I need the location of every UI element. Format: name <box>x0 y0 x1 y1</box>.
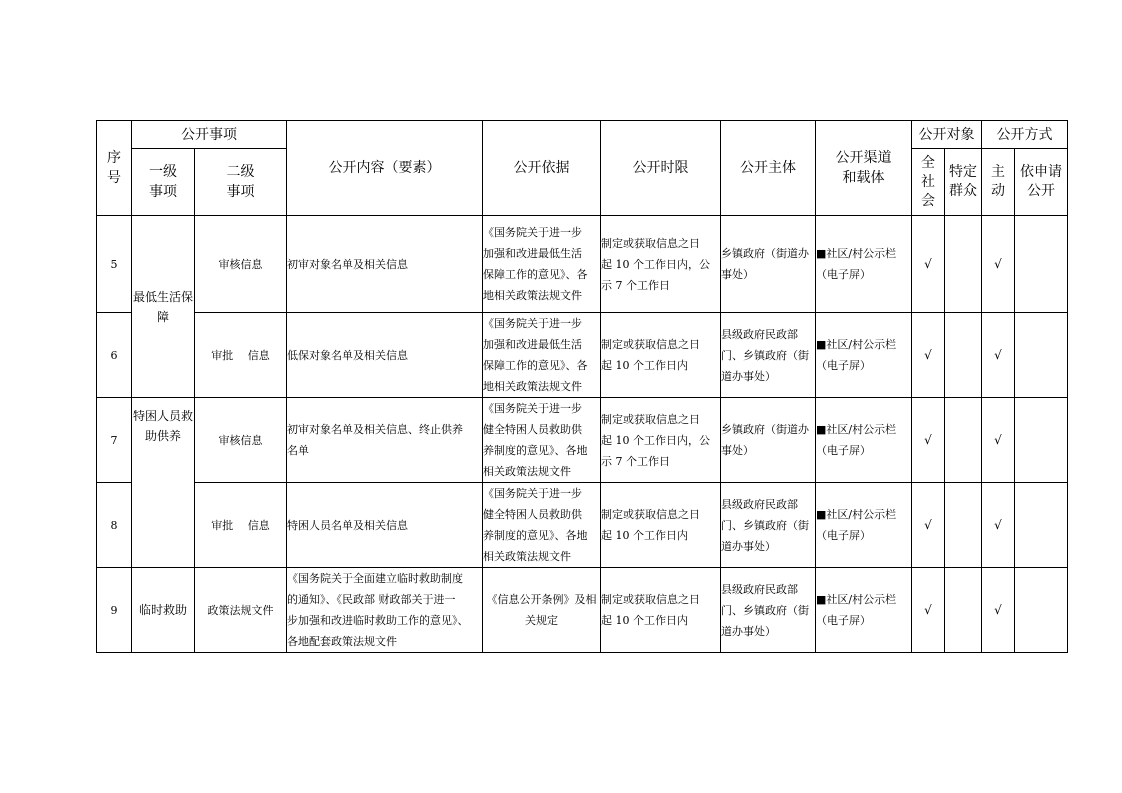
header-level2: 二级 事项 <box>195 149 287 216</box>
table-row <box>97 313 1068 398</box>
category-special-poverty: 特困人员救 助供养 <box>132 398 195 568</box>
row-content: 初审对象名单及相关信息、终止供养 名单 <box>287 398 483 483</box>
header-time-limit: 公开时限 <box>601 121 721 216</box>
row-channel: ■社区/村公示栏 （电子屏） <box>816 483 912 568</box>
header-content: 公开内容（要素） <box>287 121 483 216</box>
header-matter-group: 公开事项 <box>132 121 287 149</box>
row-seq: 9 <box>97 568 132 653</box>
row-channel: ■社区/村公示栏 （电子屏） <box>816 313 912 398</box>
row-basis: 《国务院关于进一步 健全特困人员救助供 养制度的意见》、各地 相关政策法规文件 <box>483 483 601 568</box>
row-level2: 审批 信息 <box>195 313 287 398</box>
row-basis: 《国务院关于进一步 健全特困人员救助供 养制度的意见》、各地 相关政策法规文件 <box>483 398 601 483</box>
header-method-group: 公开方式 <box>982 121 1068 149</box>
row-content: 《国务院关于全面建立临时救助制度 的通知》、《民政部 财政部关于进一 步加强和改进临时救助工作的意见》、 各地配套政策法规文件 <box>287 568 483 653</box>
row-basis: 《国务院关于进一步 加强和改进最低生活 保障工作的意见》、各 地相关政策法规文件 <box>483 313 601 398</box>
row-level2: 审核信息 <box>195 398 287 483</box>
row-content: 特困人员名单及相关信息 <box>287 483 483 568</box>
row-method-request-check <box>1015 216 1068 313</box>
header-basis: 公开依据 <box>483 121 601 216</box>
row-basis: 《信息公开条例》及相 关规定 <box>483 568 601 653</box>
row-target-all-check: √ <box>912 313 945 398</box>
header-target-all: 全 社 会 <box>912 149 945 216</box>
row-content: 初审对象名单及相关信息 <box>287 216 483 313</box>
disclosure-table <box>96 120 1068 653</box>
row-time-limit: 制定或获取信息之日 起 10 个工作日内，公 示 7 个工作日 <box>601 398 721 483</box>
row-method-active-check: √ <box>982 568 1015 653</box>
row-channel: ■社区/村公示栏 （电子屏） <box>816 398 912 483</box>
row-time-limit: 制定或获取信息之日 起 10 个工作日内 <box>601 313 721 398</box>
row-method-request-check <box>1015 313 1068 398</box>
row-target-specific-check <box>945 216 982 313</box>
row-target-specific-check <box>945 483 982 568</box>
row-basis: 《国务院关于进一步 加强和改进最低生活 保障工作的意见》、各 地相关政策法规文件 <box>483 216 601 313</box>
row-target-all-check: √ <box>912 216 945 313</box>
row-seq: 6 <box>97 313 132 398</box>
table-row <box>97 216 1068 313</box>
row-time-limit: 制定或获取信息之日 起 10 个工作日内 <box>601 568 721 653</box>
row-method-active-check: √ <box>982 483 1015 568</box>
row-method-active-check: √ <box>982 398 1015 483</box>
row-target-all-check: √ <box>912 398 945 483</box>
row-subject: 县级政府民政部 门、乡镇政府（街 道办事处） <box>721 568 816 653</box>
table-row <box>97 483 1068 568</box>
category-min-living: 最低生活保 障 <box>132 216 195 398</box>
row-level2: 审核信息 <box>195 216 287 313</box>
header-subject: 公开主体 <box>721 121 816 216</box>
header-target-group: 公开对象 <box>912 121 982 149</box>
row-subject: 县级政府民政部 门、乡镇政府（街 道办事处） <box>721 483 816 568</box>
table-row <box>97 398 1068 483</box>
row-level2: 审批 信息 <box>195 483 287 568</box>
row-seq: 5 <box>97 216 132 313</box>
row-method-active-check: √ <box>982 313 1015 398</box>
header-target-specific: 特定 群众 <box>945 149 982 216</box>
header-channel: 公开渠道 和载体 <box>816 121 912 216</box>
header-method-request: 依申请 公开 <box>1015 149 1068 216</box>
table-row <box>97 568 1068 653</box>
row-target-all-check: √ <box>912 483 945 568</box>
row-content: 低保对象名单及相关信息 <box>287 313 483 398</box>
category-temp-relief: 临时救助 <box>132 568 195 653</box>
row-subject: 县级政府民政部 门、乡镇政府（街 道办事处） <box>721 313 816 398</box>
row-target-specific-check <box>945 313 982 398</box>
row-seq: 7 <box>97 398 132 483</box>
row-target-specific-check <box>945 568 982 653</box>
row-level2: 政策法规文件 <box>195 568 287 653</box>
row-channel: ■社区/村公示栏 （电子屏） <box>816 568 912 653</box>
row-method-active-check: √ <box>982 216 1015 313</box>
row-target-specific-check <box>945 398 982 483</box>
header-level1: 一级 事项 <box>132 149 195 216</box>
row-method-request-check <box>1015 568 1068 653</box>
row-method-request-check <box>1015 483 1068 568</box>
row-method-request-check <box>1015 398 1068 483</box>
header-method-active: 主 动 <box>982 149 1015 216</box>
row-time-limit: 制定或获取信息之日 起 10 个工作日内 <box>601 483 721 568</box>
row-subject: 乡镇政府（街道办 事处） <box>721 216 816 313</box>
row-seq: 8 <box>97 483 132 568</box>
row-channel: ■社区/村公示栏 （电子屏） <box>816 216 912 313</box>
row-time-limit: 制定或获取信息之日 起 10 个工作日内，公 示 7 个工作日 <box>601 216 721 313</box>
row-target-all-check: √ <box>912 568 945 653</box>
header-seq: 序 号 <box>97 121 132 216</box>
row-subject: 乡镇政府（街道办 事处） <box>721 398 816 483</box>
